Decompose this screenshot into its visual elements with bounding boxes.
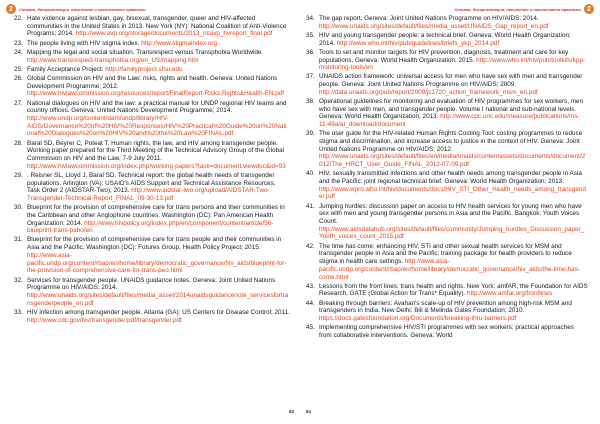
reference-number: 27. bbox=[14, 99, 23, 107]
reference-link[interactable]: http://www.unaids.org/sites/default/files/media_asset/2014unaidsguidancenote_servicesfortransgenderpeople_en.pdf bbox=[27, 291, 289, 307]
reference-number: 41. bbox=[306, 202, 315, 210]
reference-link[interactable]: http://www.cdc.gov/hiv/transgender/pdf/transgender.pdf bbox=[27, 316, 182, 324]
reference-item bbox=[306, 15, 588, 30]
reference-text: UNAIDS action framework: universal access for men who have sex with men and transgender people. Geneva: Joint United Nations Programme on HIV/AIDS; 2009. bbox=[319, 73, 583, 89]
chapter-badge: 2 bbox=[6, 4, 16, 14]
reference-text: The people living with HIV stigma index. bbox=[27, 39, 140, 47]
reference-number: 39. bbox=[306, 130, 315, 138]
reference-text: Implementing comprehensive HIV/STI programmes with sex workers: practical approaches from collaborative interventions. Geneva: World bbox=[319, 324, 574, 339]
reference-body bbox=[319, 283, 588, 298]
reference-body bbox=[319, 130, 588, 169]
reference-text: Breaking through barriers: Avahan's scale-up of HIV prevention among high-risk MSM and transgenders in India. New Delhi: Bill & Melinda Gates Foundation; 2010. bbox=[319, 299, 572, 315]
reference-text: Hate violence against lesbian, gay, bisexual, transgender, queer and HIV-affected communities in the United States in 2013. New York (NY): National Coalition of Anti-Violence Programs; 2014. bbox=[27, 15, 287, 38]
running-title: Стигма, дискриминация, насилство и насилствени практики bbox=[454, 6, 581, 12]
reference-text: . Reisner SL, Lloyd J, Baral SD. Technical report: the global health needs of transgender populations. Arlington (VA): USAID's AIDS Support and Technical Assistance Resources, Task Order 2 (AIDSTAR-Two); 2013. bbox=[27, 171, 276, 195]
reference-text: HIV infection among transgender people. Atlanta (GA): US Centers for Disease Control; 2011. bbox=[27, 308, 290, 316]
reference-item bbox=[14, 277, 290, 308]
reference-number: 26. bbox=[14, 74, 23, 82]
reference-body bbox=[27, 49, 290, 64]
reference-link[interactable]: http://www.asia-pacific.undp.org/content/rbap/en/home/library/democratic_governance/hiv_aids/the-time-has-come.html bbox=[319, 258, 580, 281]
reference-number: 31. bbox=[14, 236, 23, 244]
reference-body bbox=[319, 324, 588, 339]
reference-text: Jumping hurdles: discussion paper on access to HIV health services for young men who have sex with men and young transgender persons in Asia and the Pacific. Bangkok: Youth Voices Count. bbox=[319, 202, 582, 226]
right-page bbox=[300, 0, 600, 424]
reference-item bbox=[14, 172, 290, 203]
reference-link[interactable]: http://www.unaids.org/sites/default/files/en/media/unaids/contentassets/documents/document/2012/The_HRCT_User_Guide_FINAL_2012-07-09.pdf bbox=[319, 153, 586, 169]
reference-body bbox=[319, 98, 588, 129]
reference-text: The user guide for the HIV-related Human Rights Costing Tool: costing programmes to reduce stigma and discrimination, and increase access to justice in the context of HIV. Geneva: Joint United Nations Programme on HIV/AIDS; 2012. bbox=[319, 130, 583, 153]
reference-body bbox=[27, 140, 290, 171]
reference-text: Mapping the legal and social situation. Transrespect versus Transphobia Worldwide. bbox=[27, 48, 264, 56]
reference-number: 40. bbox=[306, 170, 315, 178]
reference-body bbox=[319, 49, 588, 72]
reference-item bbox=[306, 49, 588, 72]
reference-item bbox=[306, 32, 588, 47]
page-number: 83 bbox=[288, 409, 294, 414]
reference-item bbox=[14, 75, 290, 98]
reference-number: 45. bbox=[306, 324, 315, 332]
reference-item bbox=[14, 15, 290, 38]
reference-text: Lessons from the front lines: trans health and rights. New York: amfAR, the Foundation for AIDS Research, GATE (Global Action for Trans* Equality). bbox=[319, 282, 588, 298]
reference-item bbox=[14, 236, 290, 275]
reference-body bbox=[319, 32, 588, 47]
reference-item bbox=[306, 283, 588, 298]
reference-item bbox=[306, 170, 588, 201]
reference-body bbox=[319, 15, 588, 30]
reference-text: Family Acceptance Project: bbox=[27, 65, 104, 73]
reference-body bbox=[27, 100, 290, 139]
reference-link[interactable]: http://www.who.int/hiv/pub/toolkits/kpp-monitoring-tools/en bbox=[319, 56, 586, 72]
reference-text: HIV, sexually transmitted infections and other health needs among transgender people in Asia and the Pacific: joint regional technical brief. Geneva: World Health Organization; 2013. bbox=[319, 170, 582, 186]
reference-body bbox=[27, 236, 290, 275]
reference-link[interactable]: http://www.cpc.unc.edu/measure/publications/ms-11-49a/at_download/document bbox=[319, 113, 580, 129]
reference-link[interactable]: http://www.stigmaindex.org bbox=[141, 39, 218, 47]
reference-number: 35. bbox=[306, 31, 315, 39]
reference-item bbox=[306, 98, 588, 129]
reference-body bbox=[27, 204, 290, 235]
chapter-badge: 2 bbox=[584, 4, 594, 14]
reference-number: 22. bbox=[14, 15, 23, 22]
reference-number: 28. bbox=[14, 139, 23, 147]
reference-body bbox=[27, 40, 290, 48]
reference-body bbox=[27, 75, 290, 98]
reference-text: HIV and young transgender people: a technical brief. Geneva: World Health Organization; 2014. bbox=[319, 31, 571, 47]
reference-link[interactable]: http://www.aidstar-two.org/upload/AIDSTAR-Two-Transgender-Technical-Report_FINAL_09-30-13.pdf bbox=[27, 187, 270, 202]
reference-link[interactable]: http://www.wpro.who.int/hiv/documents/docs/HIV_STI_Other_Health_needs_among_transgender.pdf bbox=[319, 185, 586, 201]
reference-link[interactable]: http://familyproject.sfsu.edu bbox=[105, 65, 183, 73]
reference-body bbox=[27, 277, 290, 308]
reference-item bbox=[306, 243, 588, 282]
reference-link[interactable]: http://www.transrespect-transphobia.org/en_US/mapping.htm bbox=[27, 56, 199, 64]
reference-link[interactable]: http://www.aidsdatahub.org/sites/default/files/community/Jumping_hurdles_Discussion_paper_Youth_voices_count_2015.pdf bbox=[319, 225, 585, 241]
reference-text: National dialogues on HIV and the law: a practical manual for UNDP regional HIV teams and country offices. Geneva: United Nations Development Programme; 2014. bbox=[27, 99, 287, 115]
reference-text: Blueprint for the provision of comprehensive care for trans people and their communities in Asia and the Pacific. Washington (DC): Futures Group, Health Policy Project; 2015. bbox=[27, 236, 282, 252]
reference-body bbox=[27, 15, 290, 38]
reference-number: 23. bbox=[14, 39, 23, 47]
reference-number: 34. bbox=[306, 15, 315, 22]
reference-item bbox=[306, 203, 588, 242]
reference-item bbox=[14, 66, 290, 74]
reference-item bbox=[14, 49, 290, 64]
reference-body bbox=[27, 172, 290, 203]
reference-body bbox=[27, 309, 290, 324]
reference-link[interactable]: http://www.who.int/hiv/pub/guidelines/briefs_ykp_2014.pdf bbox=[336, 39, 500, 47]
reference-text: Baral SD, Beyrer C, Poteat T. Human rights, the law, and HIV among transgender people. Working paper prepared for the Third Meeting of the Technical Advisory Group of the Global Commission on HIV and the Law, 7-9 July 2011. bbox=[27, 139, 285, 162]
reference-body bbox=[319, 170, 588, 201]
reference-item bbox=[14, 40, 290, 48]
reference-link[interactable]: http://www.amfar.org/frontlines bbox=[466, 290, 553, 298]
reference-text: Services for transgender people. UNAIDS guidance notes. Geneva: Joint United Nations Programme on HIV/AIDS; 2014. bbox=[27, 276, 276, 292]
reference-text: Operational guidelines for monitoring and evaluation of HIV programmes for sex workers, men who have sex with men, and transgender people. Volume I national and sub-national levels. Geneva: World Health Organization; 2013. bbox=[319, 98, 584, 121]
reference-item bbox=[14, 100, 290, 139]
reference-item bbox=[306, 324, 588, 339]
reference-number: 32. bbox=[14, 276, 23, 284]
reference-link[interactable]: https://docs.gatesfoundation.org/Documents/breaking-thru-barriers.pdf bbox=[319, 315, 517, 323]
reference-text: Blueprint for the provision of comprehensive care for trans persons and their communities in the Caribbean and other Anglophone countries. Washington (DC): Pan American Health Organization; 2014. bbox=[27, 204, 285, 227]
reference-item bbox=[14, 309, 290, 324]
reference-number: 43. bbox=[306, 282, 315, 290]
reference-body bbox=[27, 66, 290, 74]
reference-link[interactable]: http://www.avp.org/storage/documents/2013_ncavp_hvreport_final.pdf bbox=[75, 30, 273, 38]
reference-body bbox=[319, 300, 588, 323]
reference-number: 42. bbox=[306, 242, 315, 250]
reference-link[interactable]: http://www.hivpolicy.org/index.php/en/component/content/article/56-blueprint-trans-paho/en bbox=[27, 219, 274, 235]
reference-number: 30. bbox=[14, 204, 23, 212]
reference-link[interactable]: http://www.hivlawcommission.org/index.php/working-papers?task=document.viewdoc&id=93 bbox=[27, 162, 286, 170]
reference-body bbox=[319, 203, 588, 242]
reference-text: Tools to set and monitor targets for HIV prevention, diagnosis, treatment and care for key populations. Geneva: World Health Organization; 2015. bbox=[319, 48, 569, 64]
reference-link[interactable]: http://www.hivlawcommission.org/resources/report/FinalReport-Risks,Rights&Health-EN.pdf bbox=[27, 90, 285, 98]
reference-link[interactable]: http://www.unaids.org/sites/default/files/media_asset/UNAIDS_Gap_report_en.pdf bbox=[319, 22, 549, 30]
reference-number: 29. bbox=[14, 171, 23, 179]
reference-item bbox=[306, 73, 588, 96]
reference-text: The gap report. Geneva: Joint United Nations Programme on HIV/AIDS; 2014. bbox=[319, 15, 539, 22]
page-header bbox=[454, 4, 594, 14]
reference-list bbox=[306, 15, 588, 341]
reference-item bbox=[14, 140, 290, 171]
reference-number: 24. bbox=[14, 48, 23, 56]
reference-list bbox=[14, 15, 290, 326]
reference-item bbox=[306, 300, 588, 323]
reference-link[interactable]: http://www.undp.org/content/dam/undp/library/HIV-AIDS/Governance%20of%20HIV%20Responses/HIV%20Practical%20Guide%20on%20National%20Dialogues%20on%20HIV%20and%20the%20Law%20FINAL.pdf bbox=[27, 114, 287, 138]
running-title: Стигма, дискриминация, насилство и насилствени практики bbox=[19, 6, 146, 12]
reference-item bbox=[14, 204, 290, 235]
reference-number: 33. bbox=[14, 308, 23, 316]
reference-number: 38. bbox=[306, 98, 315, 106]
reference-text: Global Commission on HIV and the Law: risks, rights and health. Geneva: United Nations Development Programme; 2012. bbox=[27, 74, 278, 90]
reference-number: 25. bbox=[14, 65, 23, 73]
reference-number: 44. bbox=[306, 299, 315, 307]
page-number: 84 bbox=[306, 409, 312, 414]
reference-number: 36. bbox=[306, 48, 315, 56]
reference-body bbox=[319, 243, 588, 282]
reference-body bbox=[319, 73, 588, 96]
reference-text: The time has come: enhancing HIV, STI and other sexual health services for MSM and transgender people in Asia and the Pacific: training package for health providers to reduce stigma in health care settings. bbox=[319, 242, 572, 266]
reference-number: 37. bbox=[306, 73, 315, 81]
reference-link[interactable]: http://www.asia-pacific.undp.org/content/rbap/en/home/library/democratic_governance/hiv_aids/blueprint-for-the-provision-of-comprehensive-care-for-trans-peo.html bbox=[27, 251, 287, 275]
reference-item bbox=[306, 130, 588, 169]
page-header bbox=[6, 4, 146, 14]
reference-link[interactable]: http://data.unaids.org/pub/report/2009/jc1720_action_framework_msm_en.pdf bbox=[319, 88, 538, 96]
